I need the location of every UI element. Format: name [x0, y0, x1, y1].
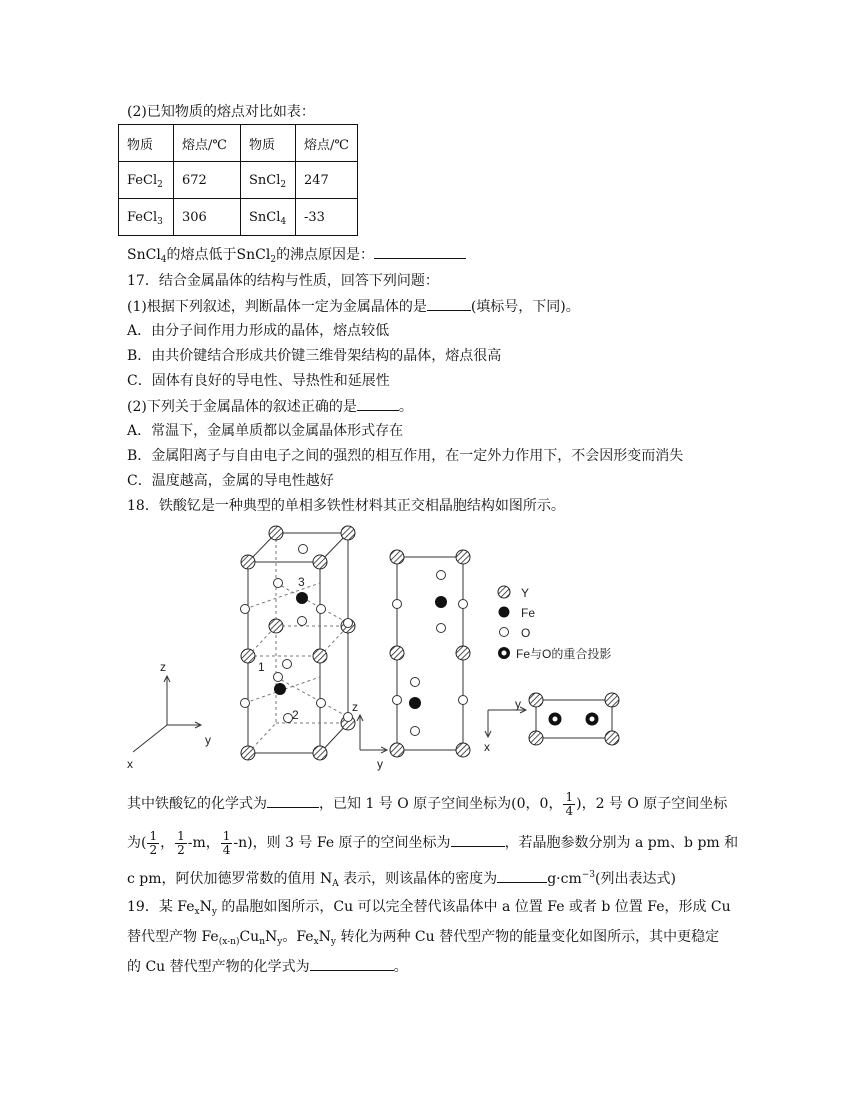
answer-blank[interactable] [357, 396, 399, 411]
table-cell-mp: 247 [296, 162, 358, 199]
q17-option2-a: A．常温下，金属单质都以金属晶体形式存在 [127, 423, 404, 439]
q18-stem: 18．铁酸钇是一种典型的单相多铁性材料其正交相晶胞结构如图所示。 [127, 498, 565, 514]
table-row [119, 162, 358, 199]
axis-triad-3d [133, 676, 201, 752]
q17-option-c: C．固体有良好的导电性、导热性和延展性 [127, 373, 390, 389]
q18-line2: 为( $\frac{1}{2}$ ， $\frac{1}{2}$ -m， $\frac{1}{4}$ -n)，则 3 号 Fe 原子的空间坐标为 ，若晶胞参数分别为 a pm、b pm 和 [127, 828, 739, 857]
legend-o-swatch [500, 628, 509, 637]
axis-label-x-3: x [484, 740, 490, 754]
legend-fe-swatch [499, 607, 510, 618]
table-cell-mp: 306 [174, 199, 241, 236]
fraction: $\frac{1}{4}$ [222, 828, 231, 857]
fraction: $\frac{1}{2}$ [149, 828, 158, 857]
legend-y-label: Y [521, 586, 530, 600]
q17-option-b: B．由共价键结合形成共价键三维骨架结构的晶体，熔点很高 [127, 348, 502, 364]
table-header-cell: 熔点/℃ [296, 125, 358, 162]
legend-o-label: O [521, 626, 531, 640]
q19-line2: 替代型产物 $Fe_{(x-n)}Cu_nN_y$。$Fe_xN_y$ 转化为两种 Cu 替代型产物的能量变化如图所示，其中更稳定 [127, 929, 720, 947]
atom-label-2: 2 [292, 708, 299, 722]
answer-blank[interactable] [451, 832, 505, 847]
table-cell-substance: SnCl$_2$ [241, 162, 296, 199]
q16-question: SnCl$_4$的熔点低于SnCl$_2$的沸点原因是： [127, 244, 466, 265]
table-header-cell: 物质 [241, 125, 296, 162]
legend-overlap-label: Fe与O的重合投影 [516, 647, 612, 661]
crystal-structure-figure [120, 520, 760, 775]
atom-label-3: 3 [298, 575, 305, 589]
atom-label-1: 1 [258, 660, 265, 674]
fraction: $\frac{1}{2}$ [177, 828, 185, 857]
q17-option2-b: B．金属阳离子与自由电子之间的强烈的相互作用，在一定外力作用下，不会因形变而消失 [127, 448, 684, 464]
axis-label-z: z [160, 660, 166, 674]
table-cell-substance: FeCl$_3$ [119, 199, 174, 236]
figure-legend [498, 586, 611, 661]
fraction: $\frac{1}{4}$ [565, 789, 574, 818]
axis-label-z-2: z [352, 700, 358, 714]
axis-label-y: y [205, 733, 211, 747]
answer-blank[interactable] [427, 296, 471, 311]
q17-part2: (2)下列关于金属晶体的叙述正确的是 。 [127, 396, 413, 417]
q18-line3: c pm，阿伏加德罗常数的值用 $N_A$ 表示，则该晶体的密度为 $g\cdot cm^{-3}$(列出表达式) [127, 870, 676, 889]
answer-blank[interactable] [374, 244, 466, 259]
table-cell-substance: SnCl$_4$ [241, 199, 296, 236]
q17-option-a: A．由分子间作用力形成的晶体，熔点较低 [127, 323, 390, 339]
table-row [119, 199, 358, 236]
axis-label-y-2: y [377, 757, 383, 771]
answer-blank[interactable] [267, 793, 319, 808]
legend-fe-label: Fe [521, 606, 536, 620]
answer-blank[interactable] [310, 956, 394, 971]
answer-blank[interactable] [497, 868, 547, 883]
table-cell-substance: FeCl$_2$ [119, 162, 174, 199]
q17-part1: (1)根据下列叙述，判断晶体一定为金属晶体的是 (填标号，下同)。 [127, 296, 580, 317]
q16-intro: (2)已知物质的熔点对比如表： [127, 104, 315, 120]
q18-line1: 其中铁酸钇的化学式为 ，已知 1 号 O 原子空间坐标为(0，0， $\frac{1}{4}$ )，2 号 O 原子空间坐标 [127, 789, 728, 818]
table-header-cell: 熔点/℃ [174, 125, 241, 162]
q19-line3: 的 Cu 替代型产物的化学式为 。 [127, 956, 408, 977]
q17-option2-c: C．温度越高，金属的导电性越好 [127, 473, 334, 489]
axis-label-y-3: y [515, 697, 521, 711]
q17-stem: 17．结合金属晶体的结构与性质，回答下列问题： [127, 273, 439, 289]
table-cell-mp: 672 [174, 162, 241, 199]
y-atoms [241, 526, 355, 760]
melting-point-table [118, 124, 358, 236]
projection-xy [484, 693, 619, 754]
table-cell-mp: -33 [296, 199, 358, 236]
axis-label-x: x [127, 757, 133, 771]
legend-y-swatch [498, 586, 510, 598]
q19-line1: 19．某 $Fe_xN_y$ 的晶胞如图所示，Cu 可以完全替代该晶体中 a 位置 Fe 或者 b 位置 Fe，形成 Cu [127, 899, 731, 917]
table-header-row [119, 125, 358, 162]
o-atoms [241, 545, 353, 723]
projection-yz [352, 550, 470, 771]
table-header-cell: 物质 [119, 125, 174, 162]
